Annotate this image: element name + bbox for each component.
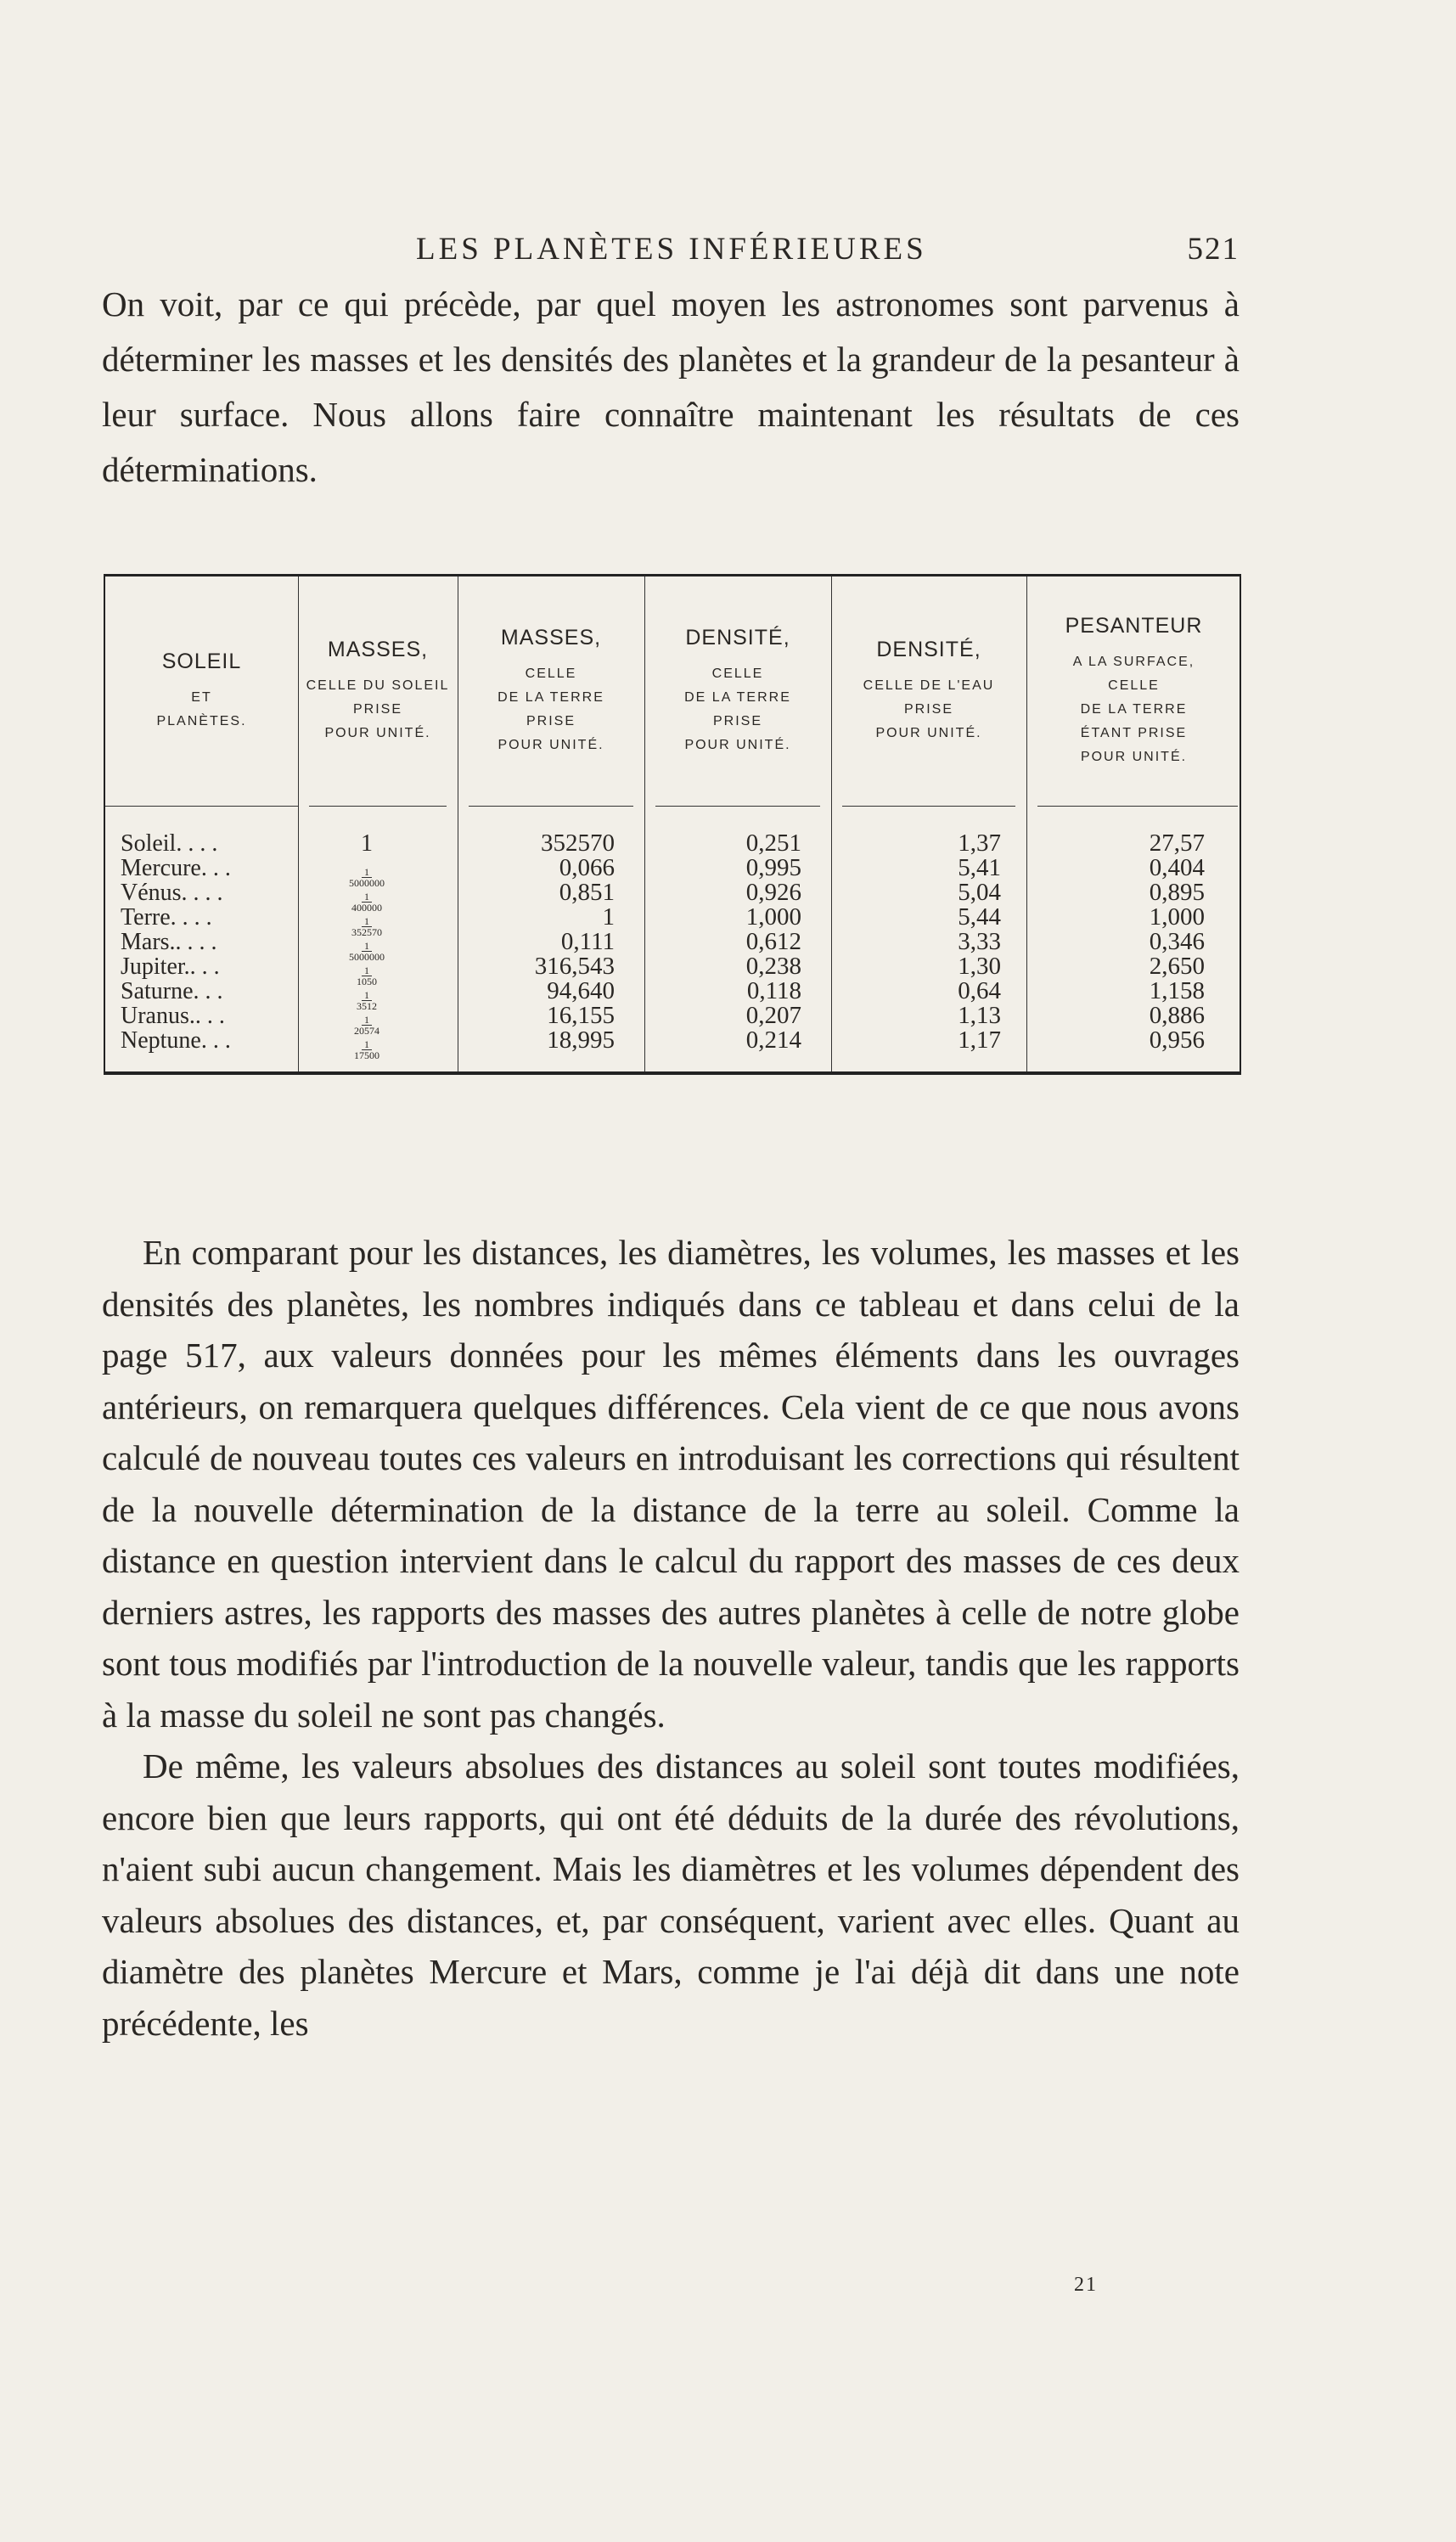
density-earth-value: 0,118 [746,977,801,1004]
density-earth-value: 0,251 [745,830,801,857]
gravity-value: 2,650 [1149,953,1205,980]
fraction-denominator: 1050 [357,976,377,987]
density-water-value: 1,30 [958,953,1001,980]
page-number: 521 [1187,232,1240,267]
mass-earth-value: 316,543 [534,953,615,980]
column-subtitle: POUR UNITÉ. [498,737,604,752]
signature-mark: 21 [1074,2274,1098,2296]
table-row [105,951,1240,987]
column-subtitle: CELLE DU SOLEIL [306,678,450,693]
column-subtitle: PLANÈTES. [156,713,247,728]
mass-sun-ratio [299,831,435,856]
fraction-numerator: 1 [362,941,372,952]
gravity-value: 0,956 [1149,1026,1205,1054]
gravity-value: 0,346 [1149,928,1205,955]
density-earth-value: 0,238 [745,953,801,980]
mass-sun-numerator: 1 [361,830,373,857]
column-header-body [105,576,298,806]
header-rule [842,806,1015,807]
table-row [105,977,1240,1012]
mass-earth-value: 0,851 [559,879,615,906]
body-text [102,1227,1240,2049]
planet-name: Jupiter.. . . [121,953,220,980]
column-title: MASSES, [327,637,429,661]
mass-earth-value: 0,066 [559,854,615,881]
mass-sun-ratio [299,1025,435,1061]
density-earth-value: 0,214 [745,1026,801,1054]
density-water-value: 1,13 [958,1002,1001,1029]
column-subtitle: DE LA TERRE [684,689,791,705]
table-row [105,1002,1240,1037]
mass-earth-value: 352570 [541,830,615,857]
planet-name: Neptune. . . [121,1027,231,1054]
column-title: DENSITÉ, [876,637,981,661]
gravity-value: 27,57 [1149,830,1205,857]
table-row [105,831,1240,856]
body-paragraph: En comparant pour les distances, les diamètres, les volumes, les masses et les densités des planètes, les nombres indiqués dans ce tableau et dans celui de la page 517, aux valeurs données pour les mêmes éléments dans les ouvrages antérieurs, on remarquera quelques différences. Cela vient de ce que nous avons calculé de nouveau toutes ces valeurs en introduisant les corrections qui résultent de la nouvelle détermination de la distance de la terre au soleil. Comme la distance en question intervient dans le calcul du rapport des masses de ces deux derniers astres, les rapports des masses des autres planètes à celle de notre globe sont tous modifiés par l'introduction de la nouvelle valeur, tandis que les rapports à la masse du soleil ne sont pas changés. [102,1233,1240,1735]
planet-name: Soleil. . . . [121,830,218,857]
column-subtitle: DE LA TERRE [1080,701,1188,717]
table-row [105,1025,1240,1061]
gravity-value: 1,158 [1149,977,1205,1004]
fraction-numerator: 1 [362,891,372,903]
density-water-value: 1,37 [958,830,1001,857]
column-header-mass-sun [298,576,458,806]
column-subtitle: ET [191,689,212,705]
header-rule [105,806,298,807]
density-earth-value: 1,000 [745,903,801,931]
gravity-value: 0,886 [1149,1002,1205,1029]
column-subtitle: PRISE [352,701,402,717]
column-title: DENSITÉ, [685,625,790,650]
column-subtitle: POUR UNITÉ. [324,725,431,740]
mass-earth-value: 0,111 [560,928,615,955]
header-rule [469,806,633,807]
column-subtitle: POUR UNITÉ. [684,737,791,752]
column-subtitle: PRISE [712,713,762,728]
table-row [105,902,1240,938]
body-paragraph: De même, les valeurs absolues des distances au soleil sont toutes modifiées, encore bien que leurs rapports, qui ont été déduits de la durée des révolutions, n'aient subi aucun changement. Mais les diamètres et les volumes dépendent des valeurs absolues des distances, et, par conséquent, varient avec elles. Quant au diamètre des planètes Mercure et Mars, comme je l'ai déjà dit dans une note précédente, les [102,1746,1240,2043]
column-header-density-water [831,576,1026,806]
density-water-value: 3,33 [958,928,1001,955]
planet-name: Terre. . . . [121,904,212,931]
fraction-denominator: 17500 [354,1049,379,1061]
column-header-density-earth [644,576,831,806]
fraction-numerator: 1 [362,867,372,878]
column-subtitle: POUR UNITÉ. [875,725,982,740]
planet-table [104,574,1241,1075]
fraction-denominator: 5000000 [349,877,385,889]
mass-earth-value: 18,995 [547,1026,615,1054]
density-earth-value: 0,926 [745,879,801,906]
column-title: MASSES, [500,625,602,650]
column-header-gravity [1026,576,1241,806]
fraction-denominator: 5000000 [349,951,385,963]
fraction-denominator: 352570 [351,926,382,938]
column-subtitle: PRISE [526,713,576,728]
column-subtitle: CELLE DE L'EAU [863,678,995,693]
fraction-numerator: 1 [362,1015,372,1026]
mass-earth-value: 16,155 [547,1002,615,1029]
fraction-denominator: 400000 [351,902,382,914]
column-subtitle: POUR UNITÉ. [1080,749,1188,764]
column-subtitle: PRISE [903,701,953,717]
running-head: LES PLANÈTES INFÉRIEURES [416,232,927,267]
fraction-denominator: 20574 [354,1025,379,1037]
column-header-mass-earth [458,576,644,806]
column-subtitle: ÉTANT PRISE [1080,725,1188,740]
density-earth-value: 0,995 [745,854,801,881]
fraction-numerator: 1 [362,1039,372,1050]
fraction-denominator: 3512 [357,1000,377,1012]
table-row [105,854,1240,889]
planet-name: Saturne. . . [121,978,223,1004]
density-water-value: 1,17 [958,1026,1001,1054]
density-earth-value: 0,612 [745,928,801,955]
column-subtitle: A LA SURFACE, [1072,654,1195,669]
column-subtitle: DE LA TERRE [498,689,604,705]
density-water-value: 5,41 [958,854,1001,881]
header-rule [655,806,820,807]
mass-earth-value: 1 [602,903,615,931]
intro-paragraph: On voit, par ce qui précède, par quel moyen les astronomes sont parvenus à déterminer les masses et les densités des planètes et la grandeur de la pesanteur à leur surface. Nous allons faire connaître maintenant les résultats de ces déterminations. [102,284,1240,489]
planet-name: Vénus. . . . [121,880,223,906]
gravity-value: 1,000 [1149,903,1205,931]
column-subtitle: CELLE [1108,678,1160,693]
table-row [105,877,1240,914]
planet-name: Mars.. . . . [121,929,217,955]
density-water-value: 0,64 [958,977,1001,1004]
density-earth-value: 0,207 [745,1002,801,1029]
table-row [105,928,1240,963]
column-subtitle: CELLE [711,666,764,681]
fraction-numerator: 1 [362,965,372,976]
fraction-numerator: 1 [362,916,372,927]
fraction-numerator: 1 [362,990,372,1001]
column-title: PESANTEUR [1065,613,1203,638]
table-body [105,830,1240,1061]
column-title: SOLEIL [161,649,242,673]
gravity-value: 0,895 [1149,879,1205,906]
density-water-value: 5,04 [958,879,1001,906]
density-water-value: 5,44 [958,903,1001,931]
column-subtitle: CELLE [525,666,577,681]
planet-name: Mercure. . . [121,855,231,881]
page-header [102,231,1240,273]
gravity-value: 0,404 [1149,854,1205,881]
header-rule [309,806,447,807]
planet-name: Uranus.. . . [121,1003,225,1029]
mass-earth-value: 94,640 [547,977,615,1004]
header-rule [1037,806,1238,807]
